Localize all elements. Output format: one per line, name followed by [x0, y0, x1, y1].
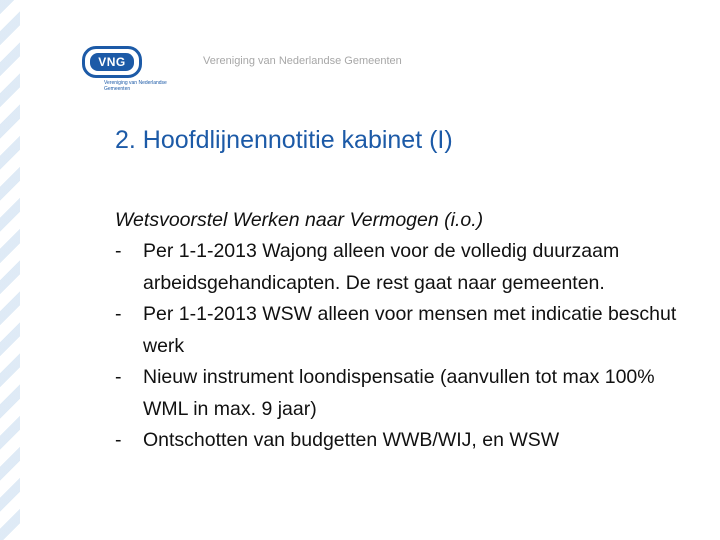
organization-name: Vereniging van Nederlandse Gemeenten [203, 55, 402, 67]
bullet-item [115, 236, 695, 299]
slide-title: 2. Hoofdlijnennotitie kabinet (I) [115, 126, 453, 154]
bullet-marker: - [115, 303, 122, 325]
bullet-text: Ontschotten van budgetten WWB/WIJ, en WSW [143, 429, 560, 451]
bullet-marker: - [115, 240, 122, 262]
bullet-text: Per 1-1-2013 Wajong alleen voor de volledig duurzaam arbeidsgehandicapten. De rest gaat naar gemeenten. [143, 240, 620, 294]
bullet-item [115, 425, 695, 457]
bullet-text: Nieuw instrument loondispensatie (aanvullen tot max 100% WML in max. 9 jaar) [143, 366, 655, 420]
bullet-marker: - [115, 429, 122, 451]
bullet-item [115, 299, 695, 362]
logo-text: VNG [90, 53, 134, 71]
bullet-text: Per 1-1-2013 WSW alleen voor mensen met indicatie beschut werk [143, 303, 677, 357]
decorative-side-stripe [0, 0, 20, 540]
logo-subtext: Vereniging van Nederlandse Gemeenten [104, 80, 167, 92]
bullet-marker: - [115, 366, 122, 388]
slide-content [115, 204, 695, 457]
logo-badge [82, 46, 142, 78]
bullet-item [115, 362, 695, 425]
bullet-list [115, 236, 695, 457]
slide-subtitle: Wetsvoorstel Werken naar Vermogen (i.o.) [115, 209, 484, 231]
vng-logo [82, 46, 182, 96]
